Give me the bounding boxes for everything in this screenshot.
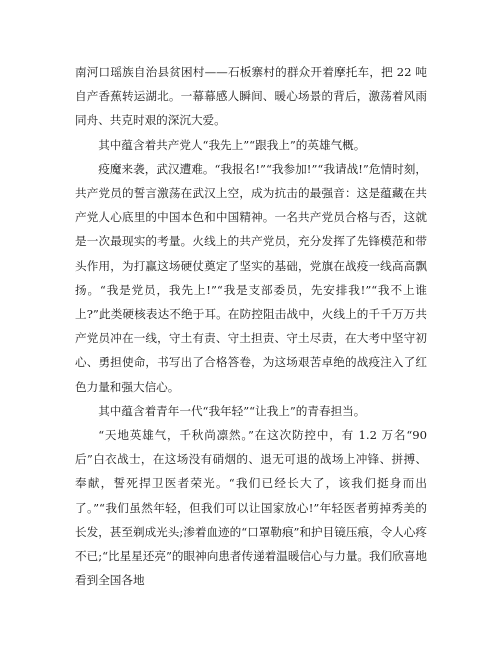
paragraph-1: 南河口瑶族自治县贫困村——石板寨村的群众开着摩托车，把 22 吨自产香蕉转运湖北。一幕幕感人瞬间、暖心场景的背后，激荡着风雨同舟、共克时艰的深沉大爱。: [75, 65, 427, 128]
paragraph-5: “天地英雄气，千秋尚凛然。”在这次防控中，有 1.2 万名“90 后”白衣战士，在这场没有硝烟的、退无可退的战场上冲锋、拼搏、奉献，誓死捍卫医者荣光。“我们已经长大了，该我们挺身而出了。”“我们虽然年轻，但我们可以让国家放心!”年轻医者剪掉秀美的长发，甚至剃成光头;渗着血迹的“口罩勒痕”和护目镜压痕，令人心疼不已;“比星星还亮”的眼神向患者传递着温暖信心与力量。我们欣喜地看到全国各地: [75, 428, 427, 588]
paragraph-4-heading: 其中蕴含着青年一代“我年轻”“让我上”的青春担当。: [98, 403, 366, 418]
document-body: [75, 60, 427, 592]
paragraph-3: 疫魔来袭，武汉遭难。“我报名!”“我参加!”“我请战!”危情时刻，共产党员的誓言激荡在武汉上空，成为抗击的最强音：这是蕴藏在共产党人心底里的中国本色和中国精神。一名共产党员合格与否，这就是一次最现实的考量。火线上的共产党员，充分发挥了先锋模范和带头作用，为打赢这场硬仗奠定了坚实的基础，党旗在战疫一线高高飘扬。“我是党员，我先上!”“我是支部委员，先安排我!”“我不上谁上?”此类硬核表达不绝于耳。在防控阻击战中，火线上的千千万万共产党员冲在一线，守土有责、守土担责、守土尽责，在大考中坚守初心、勇担使命，书写出了合格答卷，为这场艰苦卓绝的战疫注入了红色力量和强大信心。: [75, 161, 427, 394]
paragraph-2-heading: 其中蕴含着共产党人“我先上”“跟我上”的英雄气概。: [98, 137, 366, 152]
